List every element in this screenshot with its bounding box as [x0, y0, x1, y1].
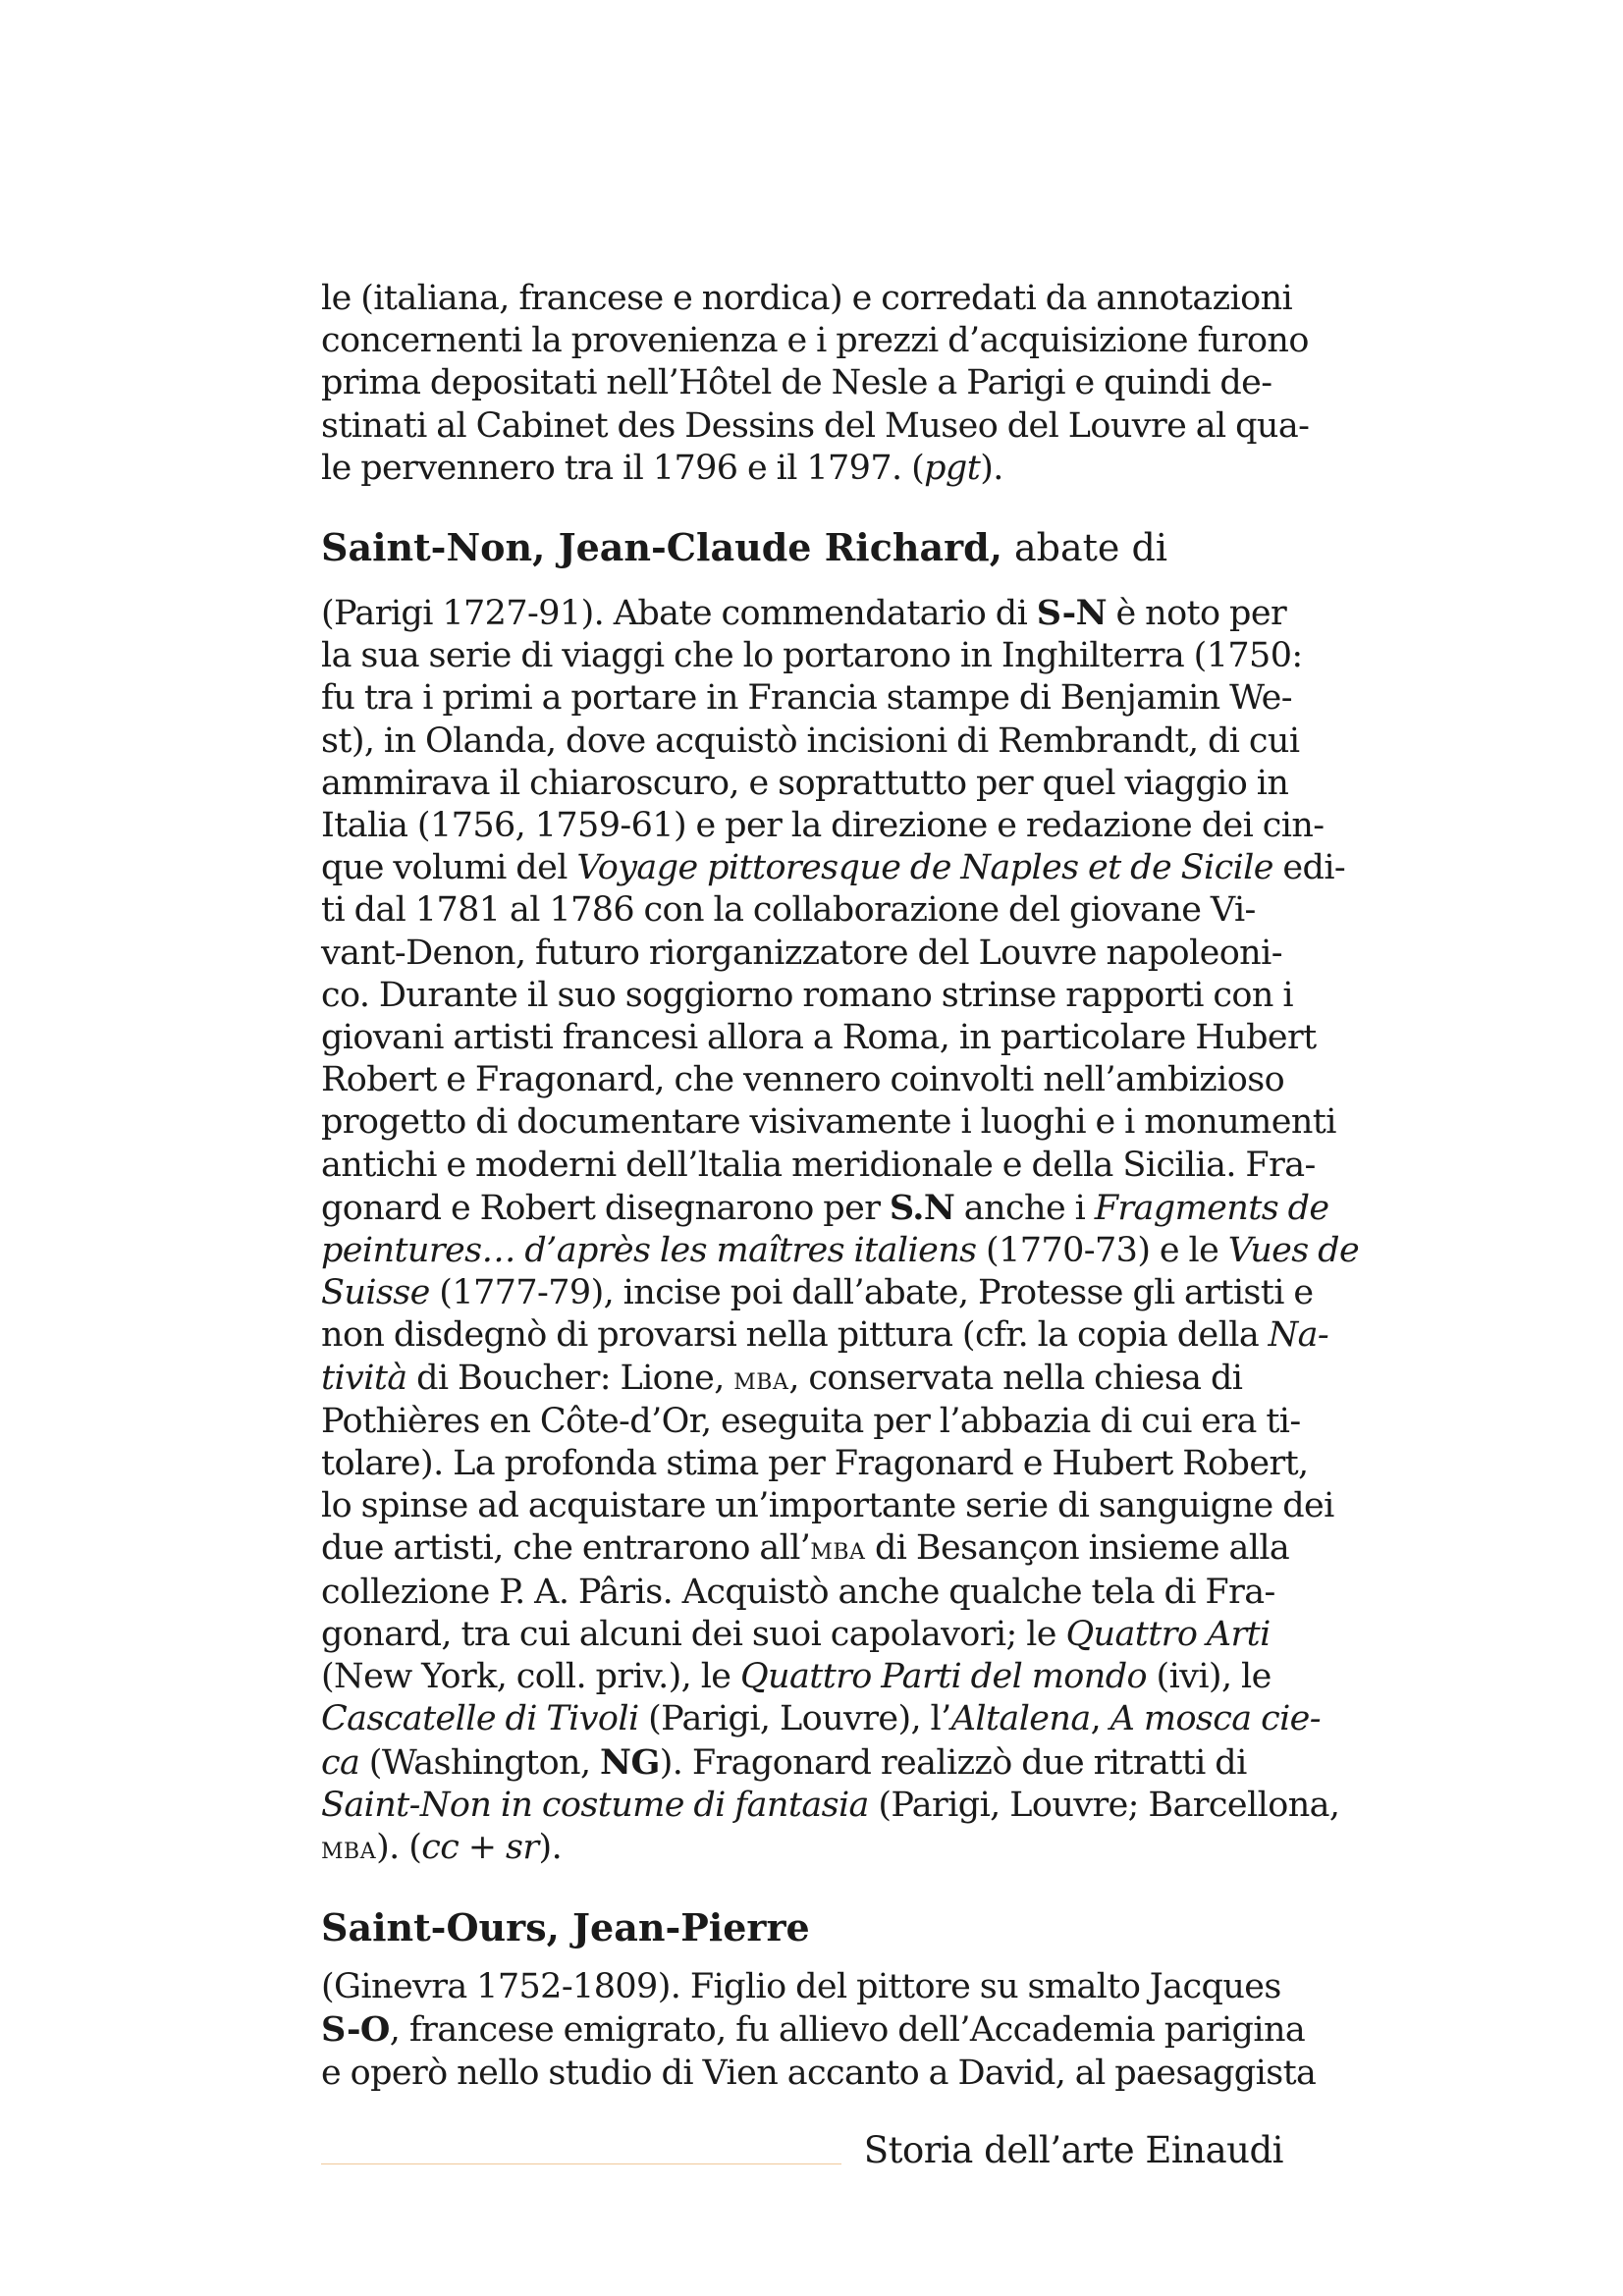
entry-name: Saint-Non, Jean-Claude Richard,: [321, 525, 1002, 570]
text-run: que volumi del: [321, 848, 577, 888]
work-title: ca: [321, 1742, 360, 1783]
entry-body-saint-non: [321, 592, 1360, 1870]
text-line: giovani artisti francesi allora a Roma, in particolare Hubert: [321, 1018, 1317, 1058]
text-run: le pervennero tra il 1796 e il 1797. (: [321, 448, 925, 488]
text-line: progetto di documentare visivamente i luoghi e i monumenti: [321, 1102, 1336, 1143]
text-line: [321, 1827, 1283, 1870]
text-line: Robert e Fragonard, che vennero coinvolti nell’ambizioso: [321, 1060, 1285, 1100]
text-line: ammirava il chiaroscuro, e soprattutto per quel viaggio in: [321, 763, 1289, 803]
text-line: lo spinse ad acquistare un’importante serie di sanguigne dei: [321, 1486, 1334, 1526]
book-title: Voyage pittoresque de Naples et de Sicile: [576, 848, 1273, 888]
text-line: e operò nello studio di Vien accanto a David, al paesaggista: [321, 2053, 1317, 2093]
entry-heading-saint-non: [321, 525, 1283, 570]
work-title: Cascatelle di Tivoli: [321, 1699, 639, 1739]
footer-title: Storia dell’arte Einaudi: [863, 2129, 1283, 2171]
text-line: vant-Denon, futuro riorganizzatore del Louvre napoleoni-: [321, 933, 1282, 973]
author-initials: pgt: [924, 448, 981, 488]
text-run: (New York, coll. priv.), le: [321, 1657, 740, 1697]
entry-title: abate di: [1001, 526, 1167, 570]
work-title: tività: [321, 1358, 407, 1398]
work-title: Vues de: [1227, 1231, 1360, 1271]
text-line: [321, 1741, 1283, 1785]
work-title: Quattro Parti del mondo: [739, 1657, 1147, 1697]
abbreviation: NG: [600, 1741, 660, 1783]
text-run: ). Fragonard realizzò due ritratti di: [659, 1742, 1247, 1783]
text-line: collezione P. A. Pâris. Acquistò anche qualche tela di Fra-: [321, 1572, 1275, 1612]
text-run: gonard, tra cui alcuni dei suoi capolavori; le: [321, 1614, 1066, 1654]
text-run: ).: [980, 448, 1003, 488]
work-title: A mosca cie-: [1109, 1699, 1322, 1739]
text-line: [321, 1785, 1340, 1827]
text-line: [321, 1314, 1329, 1357]
text-line: antichi e moderni dell’ltalia meridionale e della Sicilia. Fra-: [321, 1145, 1316, 1185]
text-run: (1770-73) e le: [976, 1231, 1228, 1271]
text-line: prima depositati nell’Hôtel de Nesle a Parigi e quindi de-: [321, 363, 1272, 403]
entry-body-saint-ours: [321, 1966, 1317, 2095]
text-run: (Parigi, Louvre), l’: [638, 1699, 951, 1739]
museum-abbreviation: mba: [810, 1531, 866, 1568]
text-run: , conservata nella chiesa di: [788, 1358, 1243, 1398]
text-line: st), in Olanda, dove acquistò incisioni di Rembrandt, di cui: [321, 721, 1300, 761]
text-line: [321, 1187, 1329, 1230]
text-run: , francese emigrato, fu allievo dell’Accademia parigina: [389, 2010, 1306, 2051]
text-line: [321, 1230, 1360, 1272]
work-title: Quattro Arti: [1065, 1614, 1271, 1654]
page-footer: [321, 2128, 1283, 2177]
work-title: Saint-Non in costume di fantasia: [321, 1785, 869, 1825]
museum-abbreviation: mba: [733, 1361, 789, 1397]
text-line: [321, 592, 1287, 635]
text-line: fu tra i primi a portare in Francia stampe di Benjamin We-: [321, 678, 1292, 719]
text-run: edi-: [1272, 848, 1346, 888]
text-line: [321, 1272, 1314, 1314]
entry-heading-saint-ours: [321, 1905, 1283, 1950]
text-line: (Ginevra 1752-1809). Figlio del pittore su smalto Jacques: [321, 1967, 1281, 2007]
text-run: di Boucher: Lione,: [406, 1358, 734, 1398]
text-line: Pothières en Côte-d’Or, eseguita per l’abbazia di cui era ti-: [321, 1401, 1301, 1441]
text-run: gonard e Robert disegnarono per: [321, 1188, 890, 1228]
text-run: (Washington,: [359, 1742, 601, 1783]
text-run: di Besançon insieme alla: [865, 1528, 1290, 1569]
text-run: (ivi), le: [1146, 1657, 1271, 1697]
abbreviation: S-O: [321, 2009, 390, 2051]
page-content: [321, 278, 1360, 2095]
text-line: [321, 1656, 1283, 1698]
text-line: Italia (1756, 1759-61) e per la direzione e redazione dei cin-: [321, 806, 1325, 846]
text-line: [321, 2008, 1306, 2052]
abbreviation: S.N: [889, 1187, 955, 1228]
text-run: anche i: [954, 1188, 1095, 1228]
text-run: ).: [538, 1827, 563, 1867]
museum-abbreviation: mba: [321, 1830, 377, 1866]
text-run: due artisti, che entrarono all’: [321, 1528, 811, 1569]
author-initials: cc + sr: [421, 1827, 539, 1867]
text-line: [321, 1358, 1283, 1401]
intro-paragraph: [321, 278, 1310, 490]
text-line: concernenti la provenienza e i prezzi d’acquisizione furono: [321, 321, 1309, 361]
text-run: ,: [1090, 1699, 1110, 1739]
text-line: [321, 847, 1346, 889]
text-line: [321, 1698, 1322, 1740]
work-title: Altalena: [950, 1699, 1091, 1739]
abbreviation: S-N: [1036, 593, 1107, 634]
work-title: peintures… d’après les maîtres italiens: [321, 1231, 977, 1271]
text-line: le (italiana, francese e nordica) e corredati da annotazioni: [321, 279, 1293, 318]
text-line: la sua serie di viaggi che lo portarono in Inghilterra (1750:: [321, 636, 1303, 676]
text-line: co. Durante il suo soggiorno romano strinse rapporti con i: [321, 975, 1293, 1015]
entry-name: Saint-Ours, Jean-Pierre: [321, 1905, 810, 1950]
text-run: ). (: [376, 1827, 422, 1867]
text-run: è noto per: [1106, 594, 1287, 634]
text-run: (Parigi 1727-91). Abate commendatario di: [321, 594, 1037, 634]
text-run: (Parigi, Louvre; Barcellona,: [868, 1785, 1340, 1825]
text-line: [321, 1527, 1290, 1571]
text-line: [321, 448, 1283, 490]
text-run: non disdegnò di provarsi nella pittura (cfr. la copia della: [321, 1315, 1269, 1356]
work-title: Suisse: [321, 1273, 430, 1313]
text-line: ti dal 1781 al 1786 con la collaborazione del giovane Vi-: [321, 890, 1256, 931]
footer-divider: [321, 2163, 841, 2164]
text-line: [321, 1614, 1283, 1656]
text-line: tolare). La profonda stima per Fragonard e Hubert Robert,: [321, 1444, 1309, 1484]
text-line: stinati al Cabinet des Dessins del Museo del Louvre al qua-: [321, 405, 1310, 446]
text-run: (1777-79), incise poi dall’abate, Protesse gli artisti e: [429, 1273, 1314, 1313]
work-title: Na-: [1268, 1315, 1329, 1356]
work-title: Fragments de: [1094, 1188, 1329, 1228]
